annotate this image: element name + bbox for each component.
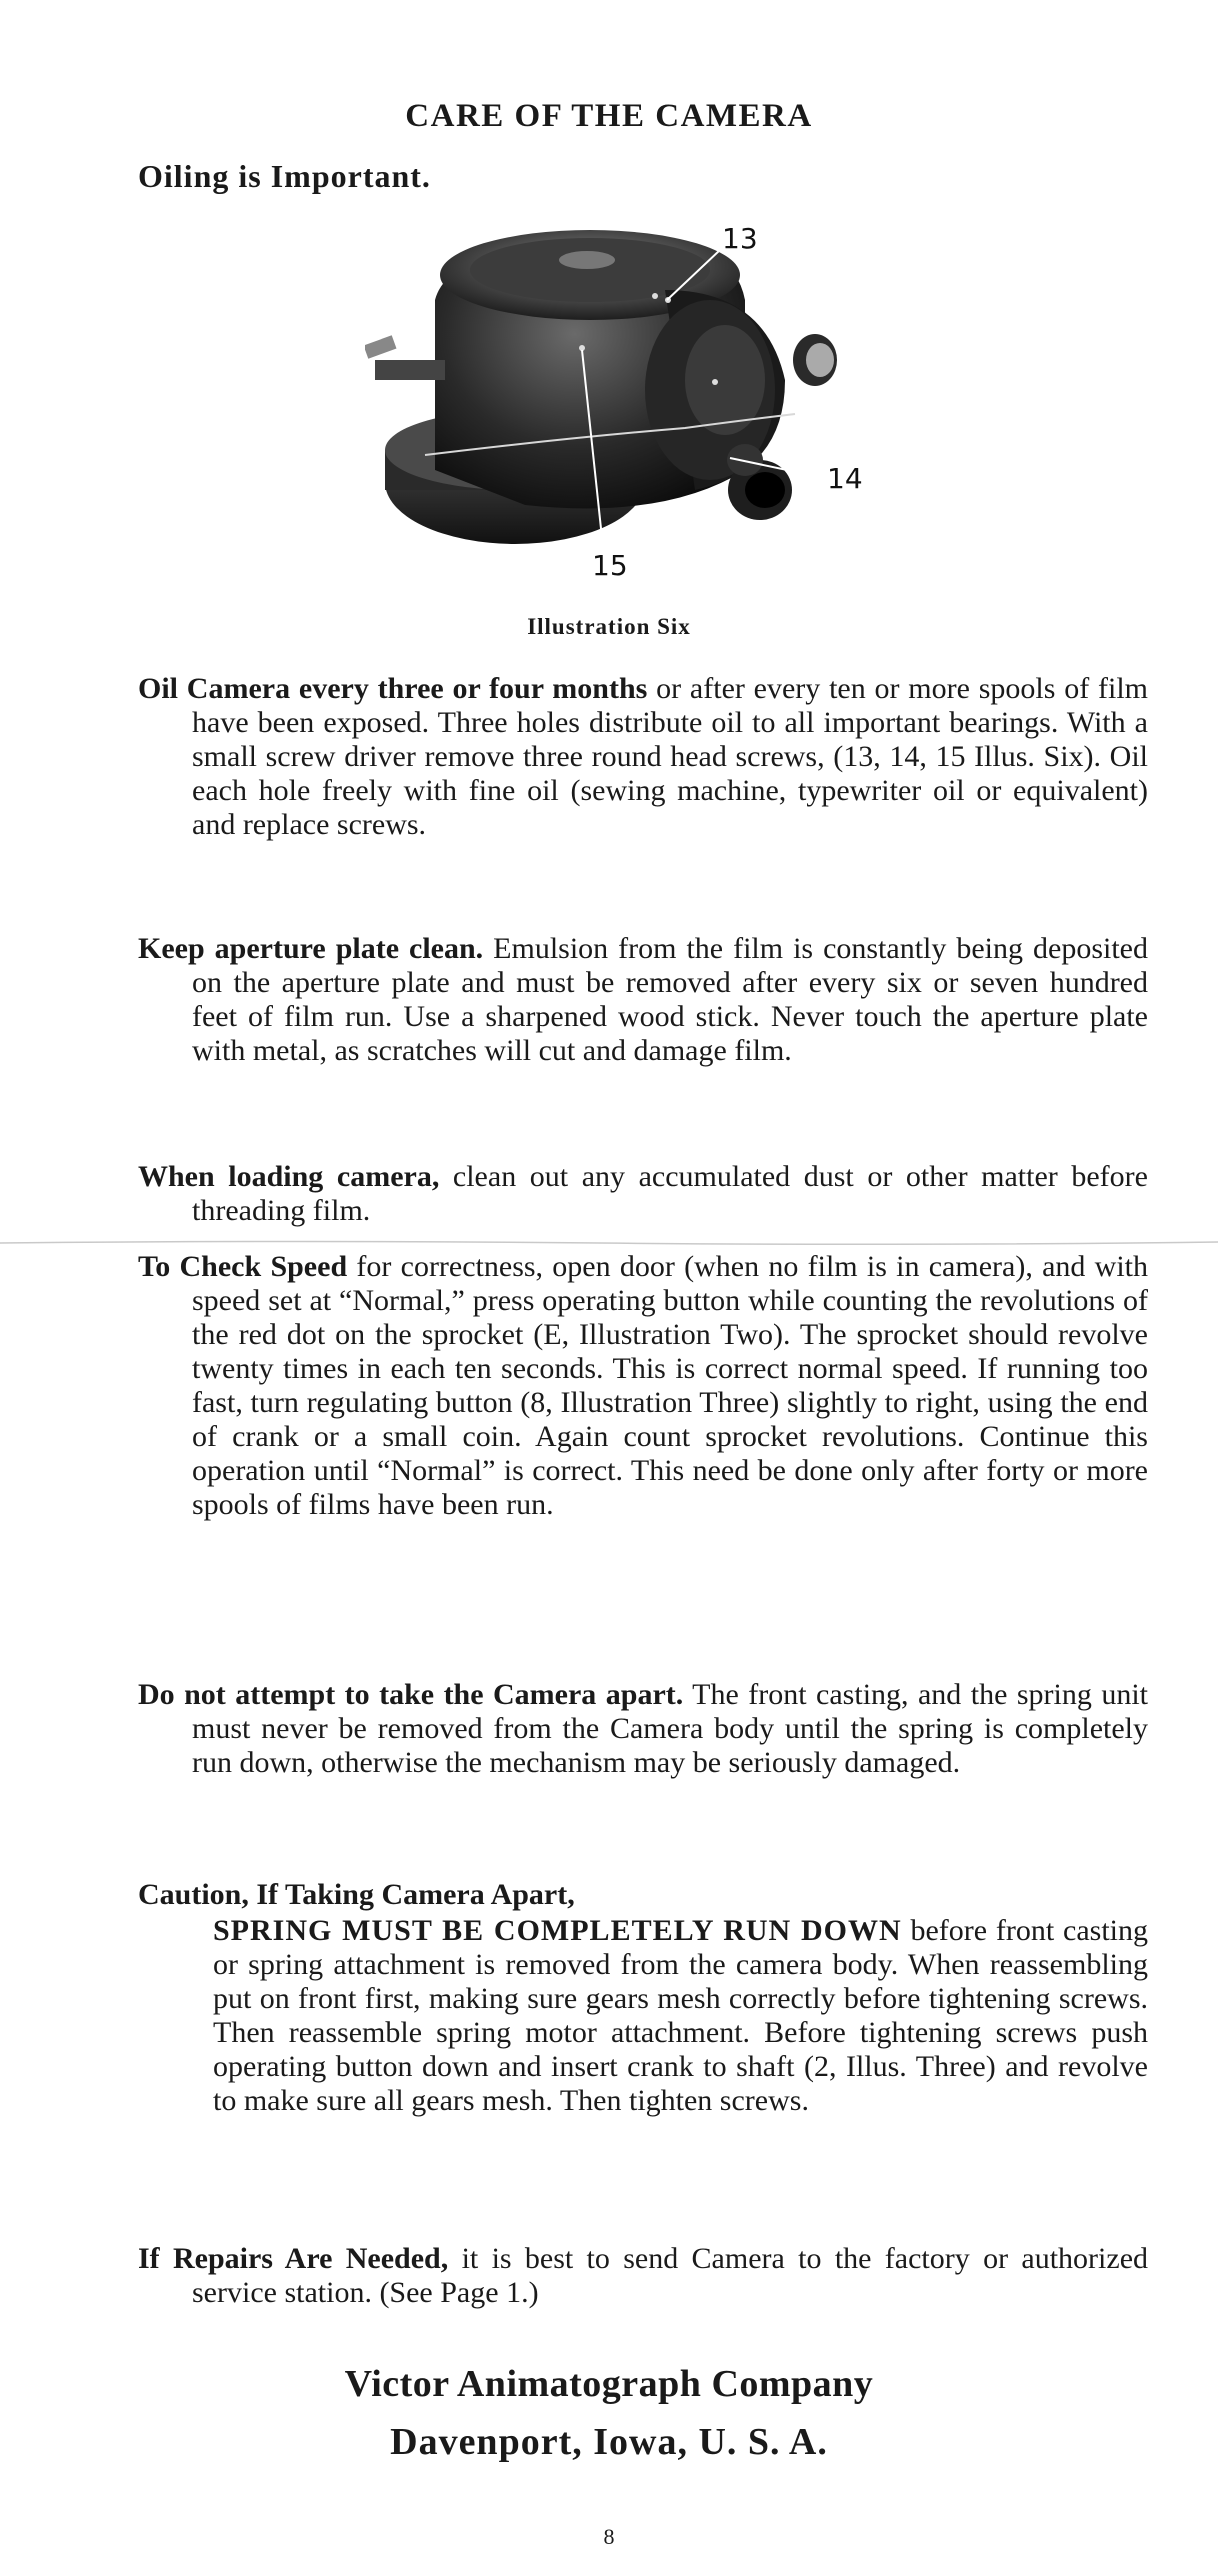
paragraph-check-speed (138, 1250, 1148, 1522)
company-name: Victor Animatograph Company (344, 2363, 874, 2405)
callout-14: 14 (827, 462, 863, 495)
paragraph-loading-camera (138, 1160, 1148, 1228)
paragraph-text: The front casting, and the spring unit must never be removed from the Camera body until the spring is completely run down, otherwise the mechanism may be seriously damaged. (192, 1678, 1148, 1779)
paragraph-lead: Oil Camera every three or four months (138, 672, 648, 705)
paragraph-oil-camera (138, 672, 1148, 842)
paragraph-lead: Do not attempt to take the Camera apart. (138, 1678, 684, 1711)
callout-15: 15 (592, 549, 628, 582)
section-subtitle: Oiling is Important. (138, 158, 431, 194)
paragraph-lead: Keep aperture plate clean. (138, 932, 484, 965)
paragraph-lead: To Check Speed (138, 1250, 348, 1283)
paragraph-text: it is best to send Camera to the factory or authorized service station. (See Page 1.) (192, 2242, 1149, 2309)
caution-heading: Caution, If Taking Camera Apart, (138, 1878, 575, 1911)
paragraph-text: clean out any accumulated dust or other matter before threading film. (192, 1160, 1148, 1227)
paragraph-camera-apart (138, 1678, 1148, 1780)
page-number: 8 (603, 2524, 615, 2549)
caution-warning: SPRING MUST BE COMPLETELY RUN DOWN (213, 1914, 902, 1947)
callout-13: 13 (722, 222, 758, 255)
camera-photo (365, 220, 905, 620)
company-location: Davenport, Iowa, U. S. A. (390, 2421, 828, 2463)
figure-caption: Illustration Six (527, 614, 691, 639)
paragraph-repairs (138, 2242, 1148, 2310)
paragraph-text: or after every ten or more spools of film have been exposed. Three holes distribute oil to all important bearings. With a small screw driver remove three round head screws, (13, 14, 15 Illus. Six). Oil each hole freely with fine oil (sewing machine, typewriter oil or equivalent) and replace screws. (192, 672, 1149, 841)
paragraph-aperture-plate (138, 932, 1148, 1068)
paragraph-text: for correctness, open door (when no film is in camera), and with speed set at “Normal,” press operating button while counting the revolutions of the red dot on the sprocket (E, Illustration Two). The sprocket should revolve twenty times in each ten seconds. This is correct normal speed. If running too fast, turn regulating button (8, Illustration Three) slightly to right, using the end of crank or a small coin. Again count sprocket revolutions. Continue this operation until “Normal” is correct. This need be done only after forty or more spools of films have been run. (192, 1250, 1148, 1521)
camera-illustration (365, 220, 905, 620)
caution-body (213, 1914, 1148, 2118)
paragraph-lead: If Repairs Are Needed, (138, 2242, 449, 2275)
caution-text: before front casting or spring attachment is removed from the camera body. When reassembling put on front first, making sure gears mesh correctly before tightening screws. Then reassemble spring motor attachment. Before tightening screws push operating button down and insert crank to shaft (2, Illus. Three) and revolve to make sure all gears mesh. Then tighten screws. (213, 1914, 1149, 2117)
paragraph-lead: When loading camera, (138, 1160, 440, 1193)
paper-fold-line (0, 1238, 1218, 1248)
paragraph-text: Emulsion from the film is constantly being deposited on the aperture plate and must be removed after every six or seven hundred feet of film run. Use a sharpened wood stick. Never touch the aperture plate with metal, as scratches will cut and damage film. (192, 932, 1148, 1067)
page-title: CARE OF THE CAMERA (405, 98, 813, 134)
